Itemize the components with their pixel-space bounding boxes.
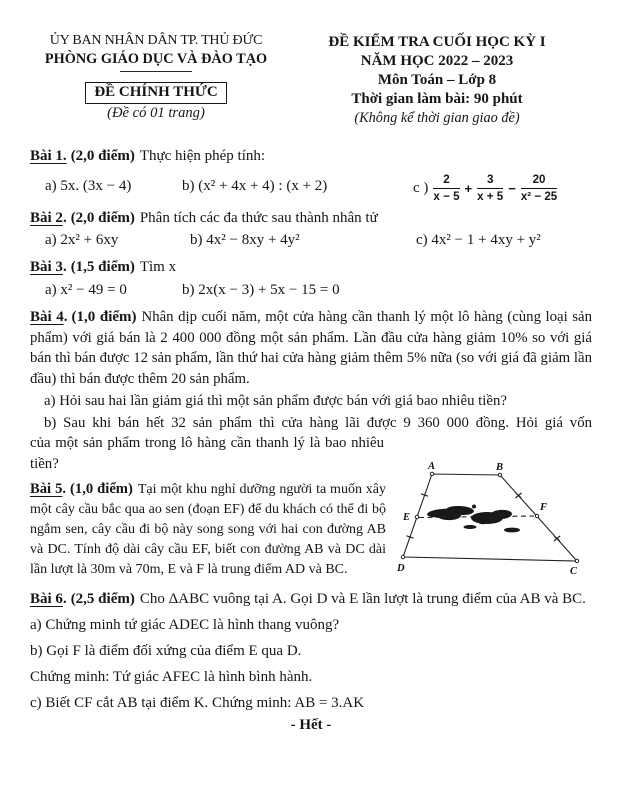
bai5-paragraph: Bài 5. (1,0 điểm) Tại một khu nghỉ dưỡng người ta muốn xây một cây cầu bắc qua ao sen (đoạn EF) để du khách có thể đi bộ ngắm sen, cây cầu đi bộ này song song với hai con đường AB và DC. Tính độ dài cây cầu EF, biết con đường AB và DC dài lần lượt là 30m và 70m, E và F là trung điểm AD và BC.	[30, 481, 387, 577]
vertex-d	[401, 555, 404, 558]
bai6-points: (2,5 điểm)	[70, 591, 135, 607]
bai3-item-b: b) 2x(x − 3) + 5x − 15 = 0	[182, 282, 340, 298]
bai6-label: Bài 6	[30, 591, 63, 607]
org-line2: PHÒNG GIÁO DỤC VÀ ĐÀO TẠO	[44, 51, 268, 67]
bai4-question-a: a) Hỏi sau hai lần giảm giá thì một sản phẩm được bán với giá bao nhiêu tiền?	[44, 393, 507, 409]
vertex-c	[575, 559, 578, 562]
bai2-points: (2,0 điểm)	[70, 210, 135, 226]
bai3-points: (1,5 điểm)	[70, 259, 135, 275]
bai6-question-a: a) Chứng minh tứ giác ADEC là hình thang vuông?	[30, 617, 340, 633]
exam-title: ĐỀ KIỂM TRA CUỐI HỌC KỲ I	[328, 34, 546, 50]
bai1-item-c	[413, 168, 557, 208]
label-d: D	[397, 563, 405, 574]
bai1-title: Thực hiện phép tính:	[139, 148, 266, 164]
bai1-item-a: a) 5x. (3x − 4)	[45, 178, 132, 194]
page-header	[30, 33, 592, 128]
label-b: B	[496, 462, 504, 473]
bai2-item-c: c) 4x² − 1 + 4xy + y²	[416, 232, 541, 248]
bai6-question-b: b) Gọi F là điểm đối xứng của điểm E qua D.	[30, 643, 302, 659]
bai2-item-b: b) 4x² − 8xy + 4y²	[190, 232, 300, 248]
bai1-label: Bài 1.	[30, 148, 67, 164]
vertex-a	[430, 472, 433, 475]
subject-grade: Môn Toán – Lớp 8	[377, 72, 497, 88]
plus-operator: +	[464, 180, 473, 196]
bai6-intro-text: Cho ΔABC vuông tại A. Gọi D và E lần lượt là trung điểm của AB và BC.	[139, 591, 586, 607]
bai2-heading: Bài 2. (2,0 điểm) Phân tích các đa thức sau thành nhân tử	[30, 210, 378, 226]
bai5-points: (1,0 điểm)	[70, 481, 133, 497]
header-right	[282, 33, 592, 128]
header-left	[30, 33, 282, 128]
bai5-figure	[388, 449, 594, 589]
bai1-points: (2,0 điểm)	[70, 148, 135, 164]
org-line1: ỦY BAN NHÂN DÂN TP. THỦ ĐỨC	[49, 33, 263, 48]
fraction-1: $\frac{2}{x - 5}$	[433, 173, 460, 203]
bai3-title: Tìm x	[139, 259, 177, 275]
bai1-heading	[30, 146, 592, 166]
bai2-items	[30, 232, 592, 252]
duration: Thời gian làm bài: 90 phút	[351, 91, 523, 107]
bai3-items	[30, 282, 592, 302]
duration-note: (Không kể thời gian giao đề)	[354, 110, 520, 126]
tick-fc	[554, 536, 560, 541]
bai3-heading: Bài 3. (1,5 điểm) Tìm x	[30, 259, 177, 275]
label-f: F	[540, 502, 548, 513]
end-marker: - Hết -	[290, 717, 332, 733]
bai3-label: Bài 3	[30, 259, 63, 275]
bai1-items	[30, 168, 592, 208]
bai5-label: Bài 5	[30, 481, 63, 497]
fraction-2: $\frac{3}{x + 5}$	[477, 173, 504, 203]
bai6-question-c: c) Biết CF cắt AB tại điểm K. Chứng minh: AB = 3.AK	[30, 695, 365, 711]
vertex-f	[535, 514, 538, 517]
bai4-question-b-rest: của một sản phẩm trong lô hàng cần thanh lý là bao nhiêu tiền?	[30, 435, 384, 472]
vertex-b	[498, 473, 501, 476]
bai1-item-c-label: c )	[413, 179, 429, 196]
official-exam-stamp: ĐỀ CHÍNH THỨC	[85, 82, 226, 104]
school-year: NĂM HỌC 2022 – 2023	[360, 53, 514, 69]
minus-operator: −	[508, 180, 516, 196]
bai2-item-a: a) 2x² + 6xy	[45, 232, 119, 248]
bai4-label: Bài 4	[30, 309, 64, 325]
vertex-e	[415, 515, 418, 518]
label-e: E	[403, 512, 411, 523]
bai1-item-b: b) (x² + 4x + 4) : (x + 2)	[182, 178, 328, 194]
bai5-body-text: Tại một khu nghỉ dưỡng người ta muốn xây một cây cầu bắc qua ao sen (đoạn EF) để du khách có thể đi bộ ngắm sen, cây cầu đi bộ này song song với hai con đường AB và DC. Tính độ dài cây cầu EF, biết con đường AB và DC dài lần lượt là 30m và 70m, E và F là trung điểm AD và BC.	[30, 482, 387, 577]
bai2-title: Phân tích các đa thức sau thành nhân tử	[139, 210, 378, 226]
bai6-intro: Bài 6. (2,5 điểm) Cho ΔABC vuông tại A. Gọi D và E lần lượt là trung điểm của AB và BC.	[30, 591, 586, 607]
trapezoid-diagram	[388, 449, 594, 589]
tick-bf	[516, 493, 522, 498]
bai3-item-a: a) x² − 49 = 0	[45, 282, 127, 298]
bai4-intro-text: Nhân dịp cuối năm, một cửa hàng cần thanh lý một lô hàng (cùng loại sản phẩm) với giá bán là 2 400 000 đồng một sản phẩm. Lần đầu cửa hàng giảm 10% so với giá bán thì bán được 12 sản phẩm, lần thứ hai cửa hàng giảm thêm 5% nữa (so với giá đã giảm lần đầu) thì bán được thêm 20 sản phẩm.	[30, 309, 592, 387]
label-a: A	[428, 461, 436, 472]
fraction-3: $\frac{20}{\text{x² − 25}}$	[520, 173, 558, 203]
bai4-intro: Bài 4. (1,0 điểm) Nhân dịp cuối năm, một cửa hàng cần thanh lý một lô hàng (cùng loại sản phẩm) với giá bán là 2 400 000 đồng một sản phẩm. Lần đầu cửa hàng giảm 10% so với giá bán thì bán được 12 sản phẩm, lần thứ hai cửa hàng giảm thêm 5% nữa (so với giá đã giảm lần đầu) thì bán được thêm 20 sản phẩm.	[30, 309, 592, 387]
page-count-note: (Đề có 01 trang)	[107, 105, 205, 121]
bai4-question-b-line1: b) Sau khi bán hết 32 sản phẩm thì cửa hàng lãi được 9 360 000 đồng. Hỏi giá vốn	[44, 414, 592, 431]
bai2-label: Bài 2	[30, 210, 63, 226]
lotus-pond-sketch	[427, 505, 520, 533]
label-c: C	[570, 566, 578, 577]
bai6-question-b2: Chứng minh: Tứ giác AFEC là hình bình hành.	[30, 669, 313, 685]
bai4-points: (1,0 điểm)	[71, 309, 137, 325]
